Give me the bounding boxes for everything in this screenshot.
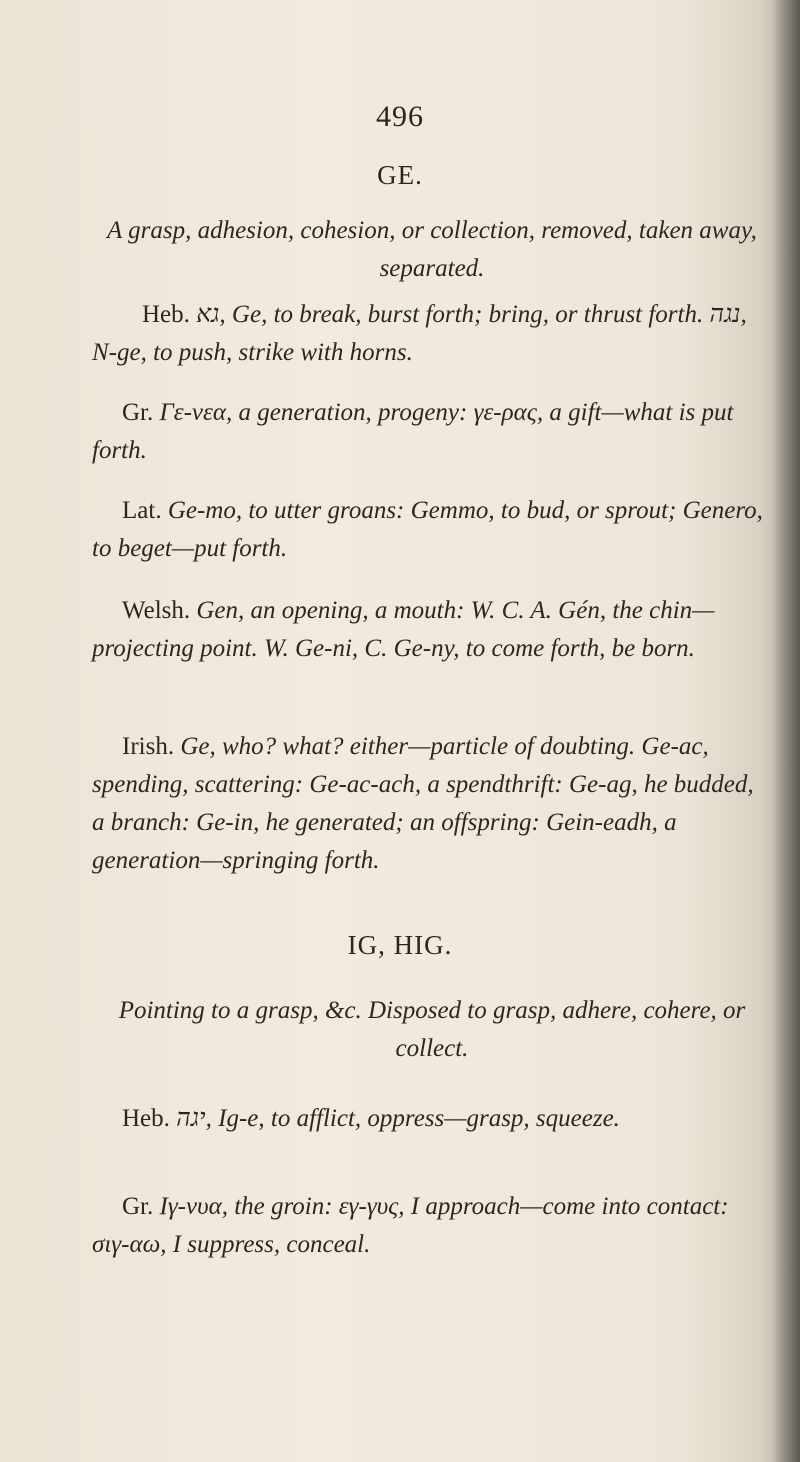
entry-text: Ge, who? what? either—particle of doubting. Ge-ac, spending, scattering: Ge-ac-ach, a spendthrift: Ge-ag, he budded, a branch: Ge-in, he generated; an offspring: Gein-eadh, a generation—springing forth. bbox=[92, 733, 754, 874]
entry-lang: Welsh. bbox=[122, 597, 191, 624]
entry-text: גא, Ge, to break, burst forth; bring, or thrust forth. נגה, N-ge, to push, strike with horns. bbox=[92, 301, 747, 366]
entry-lang: Lat. bbox=[122, 497, 162, 524]
entry-lat-ge bbox=[92, 492, 772, 568]
entry-text: יגה, Ig-e, to afflict, oppress—grasp, squeeze. bbox=[176, 1105, 620, 1132]
definition-ig: Pointing to a grasp, &c. Disposed to grasp, adhere, cohere, or collect. bbox=[118, 997, 746, 1062]
entry-text: Gen, an opening, a mouth: W. C. A. Gén, the chin—projecting point. W. Ge-ni, C. Ge-ny, to come forth, be born. bbox=[92, 597, 715, 662]
headword-ge: GE. bbox=[377, 160, 423, 190]
entry-text: Γε-νεα, a generation, progeny: γε-ρας, a gift—what is put forth. bbox=[92, 399, 734, 464]
entry-lang: Heb. bbox=[122, 1105, 170, 1132]
entry-lang: Gr. bbox=[122, 399, 154, 426]
page-number: 496 bbox=[376, 100, 424, 133]
entry-heb-ig bbox=[92, 1100, 772, 1138]
entry-lang: Gr. bbox=[122, 1193, 154, 1220]
entry-welsh-ge bbox=[92, 592, 772, 668]
entry-heb-ge bbox=[92, 296, 772, 372]
entry-irish-ge bbox=[92, 728, 772, 880]
entry-gr-ge bbox=[92, 394, 772, 470]
entry-text: Ge-mo, to utter groans: Gemmo, to bud, or sprout; Genero, to beget—put forth. bbox=[92, 497, 763, 562]
entry-lang: Irish. bbox=[122, 733, 175, 760]
definition-ge: A grasp, adhesion, cohesion, or collection, removed, taken away, separated. bbox=[107, 217, 757, 282]
entry-text: Ιγ-νυα, the groin: εγ-γυς, I approach—come into contact: σιγ-αω, I suppress, conceal. bbox=[92, 1193, 729, 1258]
entry-gr-ig bbox=[92, 1188, 772, 1264]
headword-ig: IG, HIG. bbox=[347, 930, 453, 960]
page-edge-shadow bbox=[772, 0, 800, 1462]
entry-lang: Heb. bbox=[142, 301, 190, 328]
